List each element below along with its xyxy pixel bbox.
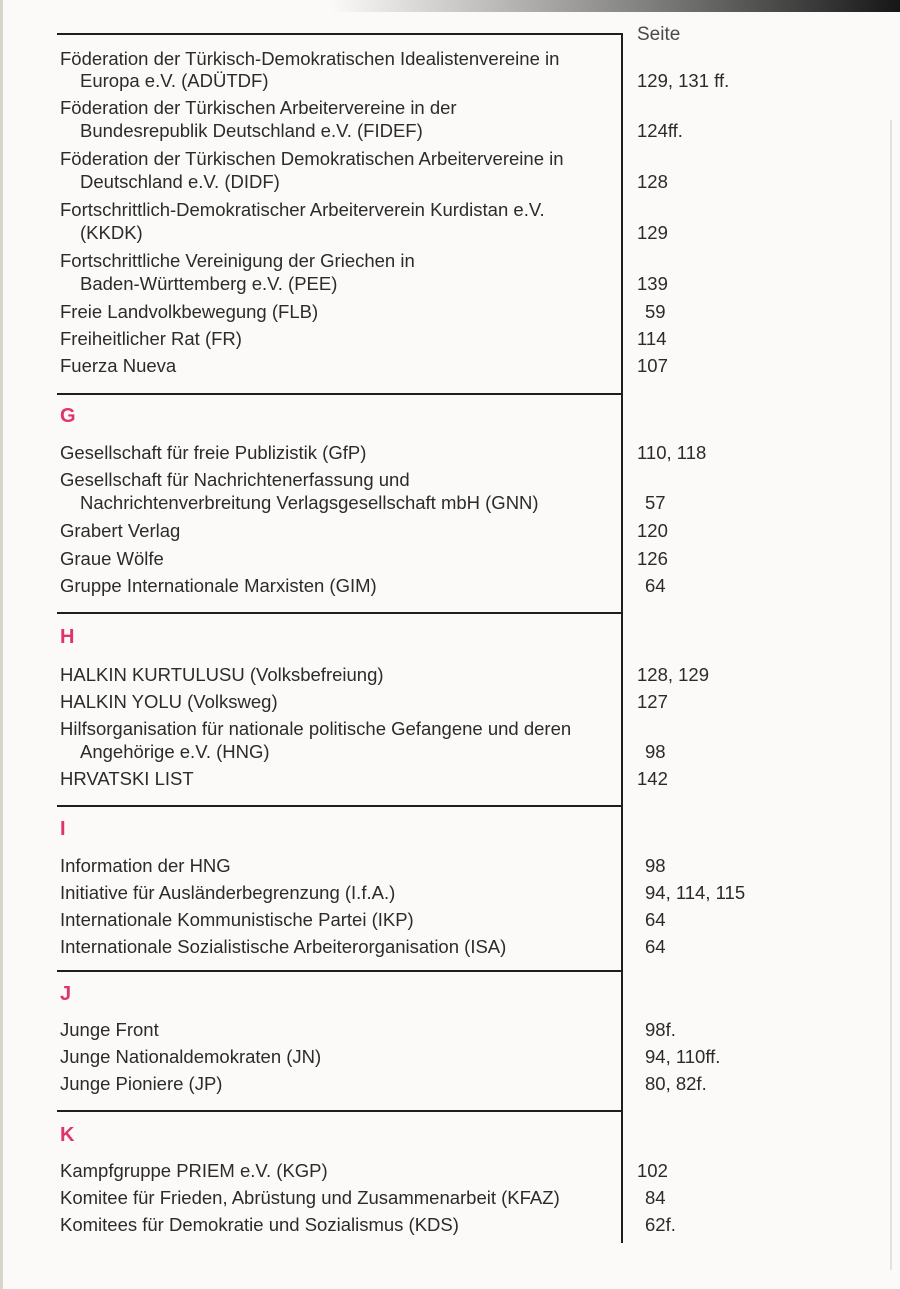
entry-line: Junge Front (60, 1019, 159, 1040)
section-letter: K (60, 1124, 75, 1146)
entry-line: Kampfgruppe PRIEM e.V. (KGP) (60, 1160, 328, 1181)
entry-pages: 59 (645, 301, 666, 322)
entry-pages: 98f. (645, 1019, 676, 1040)
entry-line: Fortschrittliche Vereinigung der Griechen in (60, 250, 415, 271)
entry-line: Gesellschaft für Nachrichtenerfassung und (60, 469, 410, 490)
entry-pages: 120 (637, 520, 668, 541)
entry-pages: 127 (637, 691, 668, 712)
section-rule (57, 612, 622, 614)
entry-pages: 64 (645, 936, 666, 957)
section-letter: H (60, 626, 75, 648)
entry-line: Baden-Württemberg e.V. (PEE) (80, 273, 338, 294)
entry-pages: 98 (645, 741, 666, 762)
entry-line: Föderation der Türkischen Arbeitervereine in der (60, 97, 457, 118)
entry-pages: 64 (645, 909, 666, 930)
entry-pages: 128 (637, 171, 668, 192)
scan-shadow (330, 0, 900, 12)
entry-pages: 102 (637, 1160, 668, 1181)
entry-line: Junge Nationaldemokraten (JN) (60, 1046, 322, 1067)
entry-pages: 129, 131 ff. (637, 70, 730, 91)
entry-pages: 84 (645, 1187, 666, 1208)
section-letter: I (60, 818, 66, 840)
entry-pages: 110, 118 (637, 442, 707, 463)
entry-line: HRVATSKI LIST (60, 768, 194, 789)
entry-line: Nachrichtenverbreitung Verlagsgesellschaft mbH (GNN) (80, 492, 539, 513)
entry-pages: 107 (637, 355, 668, 376)
page-edge-left (0, 0, 3, 1289)
entry-line: Gruppe Internationale Marxisten (GIM) (60, 575, 377, 596)
entry-pages: 124ff. (637, 120, 683, 141)
entry-line: Information der HNG (60, 855, 231, 876)
entry-pages: 142 (637, 768, 668, 789)
entry-line: Gesellschaft für freie Publizistik (GfP) (60, 442, 367, 463)
entry-pages: 98 (645, 855, 666, 876)
entry-line: HALKIN YOLU (Volksweg) (60, 691, 278, 712)
entry-line: Angehörige e.V. (HNG) (80, 741, 270, 762)
entry-line: Initiative für Ausländerbegrenzung (I.f.A.) (60, 882, 396, 903)
entry-pages: 114 (637, 328, 667, 349)
entry-line: Freiheitlicher Rat (FR) (60, 328, 242, 349)
entry-line: Europa e.V. (ADÜTDF) (80, 70, 269, 91)
section-letter: J (60, 983, 72, 1005)
entry-pages: 128, 129 (637, 664, 710, 685)
entry-pages: 126 (637, 548, 668, 569)
entry-line: Fuerza Nueva (60, 355, 177, 376)
section-rule (57, 393, 622, 395)
entry-line: Junge Pioniere (JP) (60, 1073, 223, 1094)
entry-line: (KKDK) (80, 222, 143, 243)
page-column-header: Seite (637, 24, 681, 45)
entry-line: Komitee für Frieden, Abrüstung und Zusammenarbeit (KFAZ) (60, 1187, 560, 1208)
entry-line: Internationale Kommunistische Partei (IKP) (60, 909, 414, 930)
entry-line: HALKIN KURTULUSU (Volksbefreiung) (60, 664, 384, 685)
entry-line: Internationale Sozialistische Arbeiterorganisation (ISA) (60, 936, 507, 957)
entry-line: Föderation der Türkisch-Demokratischen Idealistenvereine in (60, 48, 560, 69)
entry-line: Graue Wölfe (60, 548, 164, 569)
entry-pages: 94, 110ff. (645, 1046, 721, 1067)
top-rule (57, 33, 622, 35)
page-edge-right (890, 120, 892, 1270)
entry-line: Deutschland e.V. (DIDF) (80, 171, 280, 192)
section-rule (57, 970, 622, 972)
entry-pages: 139 (637, 273, 668, 294)
section-rule (57, 1110, 622, 1112)
entry-line: Hilfsorganisation für nationale politische Gefangene und deren (60, 718, 572, 739)
entry-line: Grabert Verlag (60, 520, 181, 541)
entry-line: Bundesrepublik Deutschland e.V. (FIDEF) (80, 120, 423, 141)
entry-pages: 62f. (645, 1214, 676, 1235)
entry-line: Komitees für Demokratie und Sozialismus (KDS) (60, 1214, 459, 1235)
entry-pages: 80, 82f. (645, 1073, 707, 1094)
section-letter: G (60, 405, 76, 427)
column-divider (621, 33, 623, 1243)
entry-pages: 57 (645, 492, 666, 513)
entry-line: Freie Landvolkbewegung (FLB) (60, 301, 319, 322)
entry-pages: 94, 114, 115 (645, 882, 746, 903)
section-rule (57, 805, 622, 807)
entry-pages: 64 (645, 575, 666, 596)
entry-line: Föderation der Türkischen Demokratischen Arbeitervereine in (60, 148, 564, 169)
entry-pages: 129 (637, 222, 668, 243)
entry-line: Fortschrittlich-Demokratischer Arbeiterverein Kurdistan e.V. (60, 199, 545, 220)
